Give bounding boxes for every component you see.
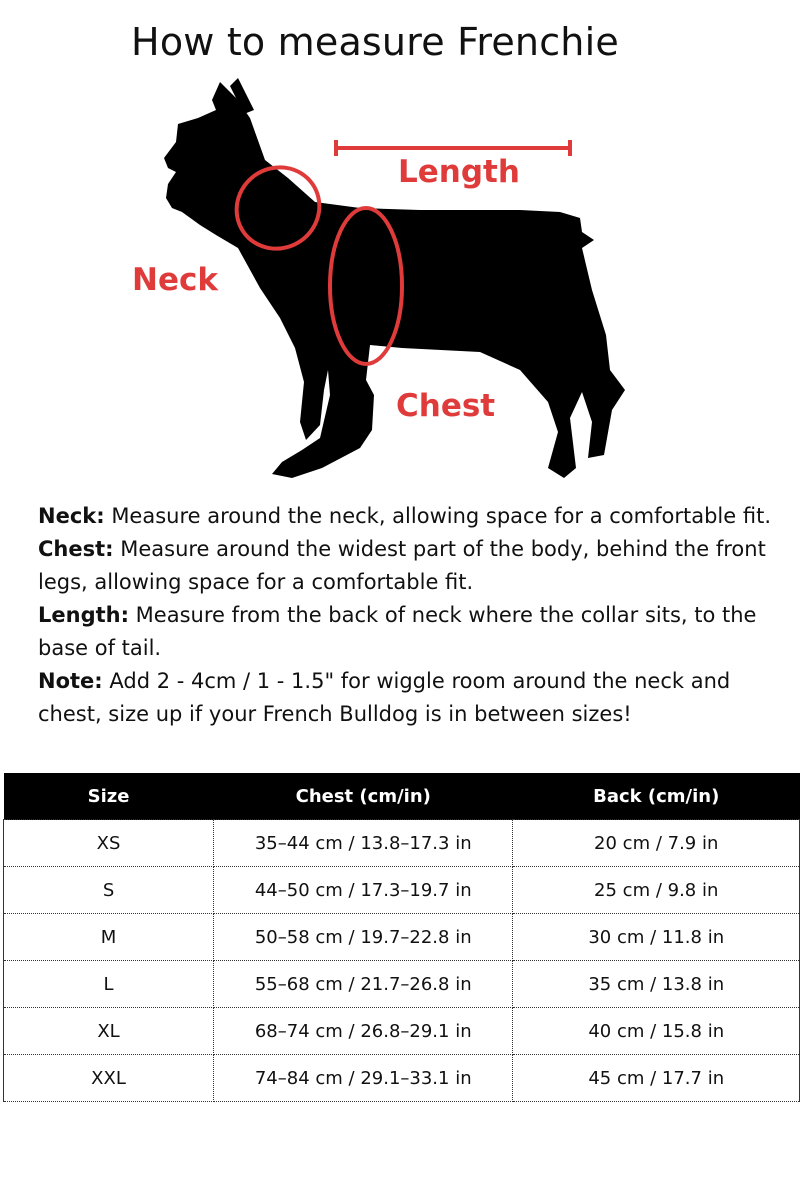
chest-label: Chest xyxy=(396,388,496,424)
chest-cell: 50–58 cm / 19.7–22.8 in xyxy=(214,914,513,961)
back-cell: 20 cm / 7.9 in xyxy=(513,820,800,867)
instruction-term: Chest: xyxy=(38,537,114,561)
table-row xyxy=(4,914,800,961)
chest-cell: 55–68 cm / 21.7–26.8 in xyxy=(214,961,513,1008)
instruction-length xyxy=(38,599,778,665)
table-row xyxy=(4,820,800,867)
column-header-back: Back (cm/in) xyxy=(513,773,800,820)
size-cell: XS xyxy=(4,820,214,867)
table-header-row xyxy=(4,773,800,820)
chest-cell: 44–50 cm / 17.3–19.7 in xyxy=(214,867,513,914)
instruction-chest xyxy=(38,533,778,599)
neck-label: Neck xyxy=(132,262,218,298)
size-cell: L xyxy=(4,961,214,1008)
table-row xyxy=(4,1055,800,1102)
instruction-term: Neck: xyxy=(38,504,105,528)
instruction-term: Note: xyxy=(38,669,103,693)
instruction-note xyxy=(38,665,778,731)
back-cell: 35 cm / 13.8 in xyxy=(513,961,800,1008)
instruction-text: Add 2 - 4cm / 1 - 1.5" for wiggle room around the neck and chest, size up if your French Bulldog is in between sizes! xyxy=(38,669,731,726)
table-row xyxy=(4,961,800,1008)
page-title: How to measure Frenchie xyxy=(131,20,619,64)
instruction-neck xyxy=(38,500,778,533)
back-cell: 25 cm / 9.8 in xyxy=(513,867,800,914)
size-cell: XXL xyxy=(4,1055,214,1102)
instruction-term: Length: xyxy=(38,603,129,627)
back-cell: 30 cm / 11.8 in xyxy=(513,914,800,961)
chest-cell: 74–84 cm / 29.1–33.1 in xyxy=(214,1055,513,1102)
dog-body-shape xyxy=(164,82,625,478)
chest-cell: 35–44 cm / 13.8–17.3 in xyxy=(214,820,513,867)
size-cell: M xyxy=(4,914,214,961)
back-cell: 45 cm / 17.7 in xyxy=(513,1055,800,1102)
measurement-instructions xyxy=(38,500,778,731)
table-row xyxy=(4,1008,800,1055)
table-row xyxy=(4,867,800,914)
column-header-chest: Chest (cm/in) xyxy=(214,773,513,820)
length-label: Length xyxy=(398,154,520,190)
chest-cell: 68–74 cm / 26.8–29.1 in xyxy=(214,1008,513,1055)
instruction-text: Measure from the back of neck where the collar sits, to the base of tail. xyxy=(38,603,757,660)
size-cell: S xyxy=(4,867,214,914)
instruction-text: Measure around the widest part of the body, behind the front legs, allowing space for a comfortable fit. xyxy=(38,537,766,594)
column-header-size: Size xyxy=(4,773,214,820)
size-chart-table xyxy=(3,773,800,1102)
instruction-text: Measure around the neck, allowing space for a comfortable fit. xyxy=(104,504,771,528)
back-cell: 40 cm / 15.8 in xyxy=(513,1008,800,1055)
size-cell: XL xyxy=(4,1008,214,1055)
